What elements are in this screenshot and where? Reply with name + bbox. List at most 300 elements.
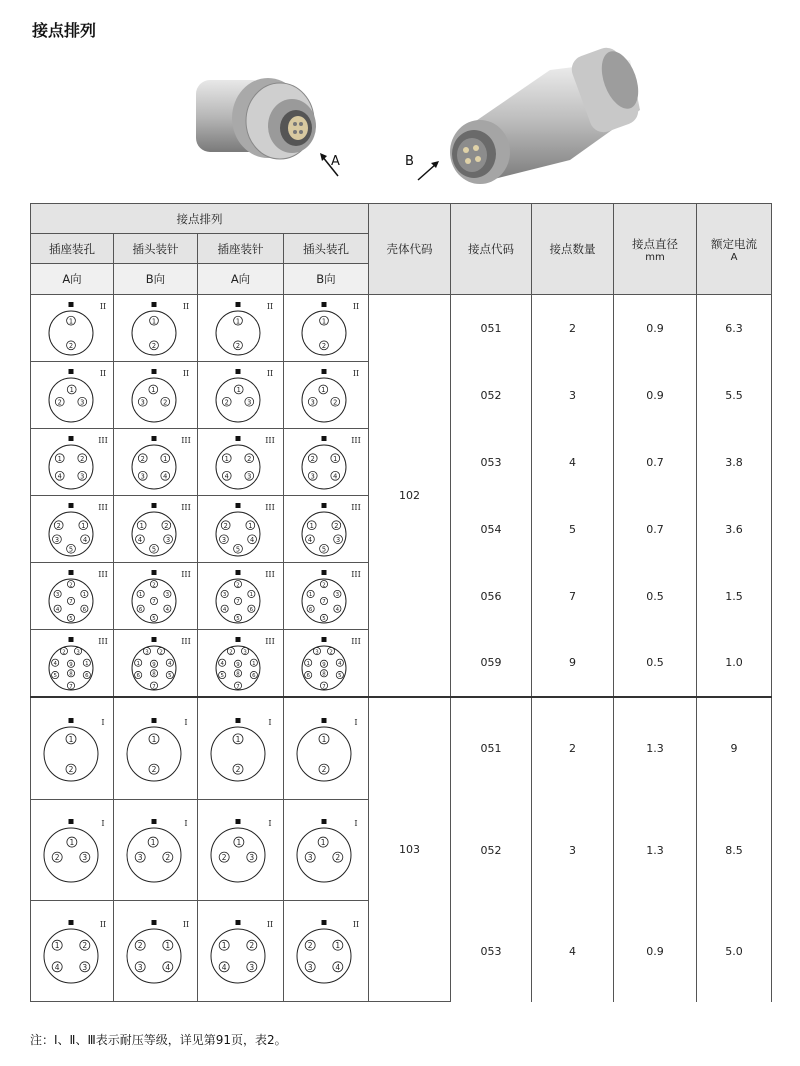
- header-dir-1: A向: [31, 264, 114, 295]
- contact-number: 1: [138, 592, 143, 599]
- current-cell: 1.0: [697, 630, 772, 698]
- contact-number: 7: [322, 599, 326, 606]
- voltage-grade-label: I: [101, 819, 105, 828]
- contact-number: 2: [235, 764, 241, 774]
- header-sub-2: 插头装针: [114, 234, 198, 264]
- dia-cell: 1.3: [614, 800, 697, 901]
- contact-number: 4: [137, 535, 143, 544]
- dia-cell: 1.3: [614, 697, 697, 800]
- key-mark-icon: [152, 637, 157, 642]
- count-cell: 9: [532, 630, 614, 698]
- contact-number: 6: [136, 673, 140, 680]
- pin-layout-diagram: [31, 362, 111, 428]
- contact-number: 2: [80, 454, 85, 463]
- pin-layout-diagram: [114, 699, 194, 799]
- pin-layout-diagram: [31, 295, 111, 361]
- voltage-grade-label: I: [184, 717, 188, 727]
- voltage-grade-label: III: [351, 570, 361, 579]
- table-row: [31, 697, 772, 800]
- contact-number: 2: [140, 454, 145, 463]
- header-dir-2: B向: [114, 264, 198, 295]
- contact-number: 5: [236, 616, 240, 623]
- contact-number: 1: [85, 660, 89, 667]
- pin-layout-diagram: [114, 429, 194, 495]
- pin-layout-cell: [114, 362, 198, 429]
- contact-number: 7: [236, 599, 240, 606]
- voltage-grade-label: I: [268, 717, 272, 727]
- key-mark-icon: [69, 637, 74, 642]
- contact-number: 8: [152, 671, 156, 678]
- header-sub-1: 插座装孔: [31, 234, 114, 264]
- contact-number: 2: [54, 853, 60, 863]
- dia-cell: 0.7: [614, 496, 697, 563]
- contact-number: 2: [321, 341, 327, 350]
- contact-number: 1: [321, 317, 327, 326]
- contact-number: 4: [82, 535, 88, 544]
- key-mark-icon: [152, 503, 157, 508]
- contact-number: 5: [69, 616, 73, 623]
- contact-number: 1: [333, 454, 338, 463]
- dia-cell: 0.9: [614, 295, 697, 362]
- contact-number: 1: [320, 838, 326, 848]
- contact-number: 2: [321, 764, 327, 774]
- shell-outline: [44, 828, 98, 882]
- pin-layout-cell: [284, 362, 369, 429]
- pin-layout-cell: [284, 901, 369, 1002]
- contact-number: 3: [315, 649, 319, 656]
- contact-number: 2: [68, 341, 74, 350]
- header-diameter-unit: mm: [645, 251, 665, 263]
- key-mark-icon: [322, 436, 327, 441]
- key-mark-icon: [152, 570, 157, 575]
- arrow-b-icon: [416, 160, 440, 182]
- contact-number: 2: [163, 398, 168, 407]
- contact-number: 1: [54, 941, 60, 951]
- contact-number: 1: [335, 941, 341, 951]
- pin-layout-cell: [31, 901, 114, 1002]
- contact-number: 2: [333, 398, 338, 407]
- header-contact-code: 接点代码: [451, 204, 532, 295]
- key-mark-icon: [152, 302, 157, 307]
- shell-outline: [127, 828, 181, 882]
- current-cell: 8.5: [697, 800, 772, 901]
- contact-number: 3: [165, 535, 171, 544]
- code-cell: 059: [451, 630, 532, 698]
- contact-number: 2: [159, 649, 163, 656]
- contact-number: 7: [69, 683, 73, 690]
- code-cell: 054: [451, 496, 532, 563]
- header-current-label: 额定电流: [711, 236, 757, 251]
- count-cell: 2: [532, 697, 614, 800]
- contact-number: 2: [322, 582, 326, 589]
- contact-number: 4: [335, 962, 341, 972]
- contact-number: 1: [309, 521, 314, 530]
- voltage-grade-label: II: [99, 369, 107, 378]
- contact-number: 3: [247, 398, 252, 407]
- contact-number: 2: [151, 341, 157, 350]
- current-cell: 9: [697, 697, 772, 800]
- shell-outline: [302, 445, 346, 489]
- contact-number: 1: [249, 592, 254, 599]
- label-a: A: [331, 154, 340, 169]
- contact-number: 5: [235, 545, 241, 554]
- header-shell-code: 壳体代码: [369, 204, 451, 295]
- key-mark-icon: [322, 302, 327, 307]
- voltage-grade-label: III: [98, 570, 108, 579]
- contact-number: 1: [163, 454, 168, 463]
- voltage-grade-label: III: [265, 503, 275, 512]
- contact-number: 2: [335, 853, 341, 863]
- contact-number: 1: [221, 941, 227, 951]
- pin-layout-diagram: [284, 699, 364, 799]
- voltage-grade-label: I: [354, 819, 358, 828]
- key-mark-icon: [322, 718, 327, 723]
- contact-number: 3: [249, 853, 255, 863]
- contact-number: 1: [165, 941, 171, 951]
- key-mark-icon: [69, 302, 74, 307]
- pin-layout-cell: [31, 697, 114, 800]
- dia-cell: 0.9: [614, 901, 697, 1002]
- pin-layout-cell: [284, 630, 369, 698]
- contact-number: 2: [229, 649, 233, 656]
- pin-layout-cell: [198, 362, 284, 429]
- header-dir-4: B向: [284, 264, 369, 295]
- contact-number: 1: [252, 660, 256, 667]
- pin-layout-cell: [114, 901, 198, 1002]
- dia-cell: 0.7: [614, 429, 697, 496]
- key-mark-icon: [69, 503, 74, 508]
- code-cell: 053: [451, 901, 532, 1002]
- voltage-grade-label: II: [99, 302, 107, 311]
- key-mark-icon: [322, 920, 327, 925]
- key-mark-icon: [152, 436, 157, 441]
- pin-layout-cell: [114, 697, 198, 800]
- contact-number: 1: [57, 454, 62, 463]
- contact-number: 2: [310, 454, 315, 463]
- contact-number: 6: [82, 606, 87, 613]
- contact-number: 5: [338, 673, 342, 680]
- contact-number: 9: [322, 661, 326, 668]
- contact-number: 3: [307, 853, 313, 863]
- key-mark-icon: [322, 637, 327, 642]
- contact-number: 3: [80, 472, 85, 481]
- contact-number: 2: [223, 521, 228, 530]
- pin-layout-diagram: [198, 496, 278, 562]
- shell-code-cell: 102: [369, 295, 451, 698]
- contact-number: 6: [308, 606, 313, 613]
- pin-layout-diagram: [284, 563, 364, 629]
- voltage-grade-label: II: [352, 369, 360, 378]
- contact-number: 1: [306, 660, 310, 667]
- pin-layout-cell: [114, 429, 198, 496]
- pin-layout-cell: [198, 630, 284, 698]
- pin-layout-cell: [31, 295, 114, 362]
- contact-number: 5: [152, 616, 156, 623]
- voltage-grade-label: III: [265, 436, 275, 445]
- contact-number: 2: [334, 521, 339, 530]
- contact-number: 3: [80, 398, 85, 407]
- contact-number: 3: [165, 592, 170, 599]
- contact-number: 3: [55, 592, 60, 599]
- current-cell: 5.0: [697, 901, 772, 1002]
- contact-number: 3: [140, 472, 145, 481]
- contact-number: 1: [81, 521, 86, 530]
- pin-layout-cell: [284, 429, 369, 496]
- pin-layout-cell: [198, 697, 284, 800]
- pin-layout-diagram: [198, 362, 278, 428]
- contact-number: 5: [53, 673, 57, 680]
- key-mark-icon: [236, 503, 241, 508]
- key-mark-icon: [152, 819, 157, 824]
- pin-layout-diagram: [31, 563, 111, 629]
- contact-number: 1: [235, 734, 241, 744]
- pin-layout-cell: [198, 563, 284, 630]
- contact-number: 3: [82, 962, 88, 972]
- contact-number: 2: [236, 582, 240, 589]
- contact-number: 2: [165, 853, 171, 863]
- contact-arrangement-table: [30, 203, 772, 1002]
- count-cell: 2: [532, 295, 614, 362]
- receptacle-photo: [180, 58, 340, 178]
- shell-outline: [216, 445, 260, 489]
- contact-number: 1: [321, 734, 327, 744]
- pin-layout-diagram: [114, 901, 194, 1001]
- contact-number: 1: [150, 838, 156, 848]
- contact-number: 4: [165, 606, 170, 613]
- current-cell: 5.5: [697, 362, 772, 429]
- contact-number: 7: [152, 683, 156, 690]
- pin-layout-diagram: [198, 800, 278, 900]
- header-sub-3: 插座装针: [198, 234, 284, 264]
- pin-layout-diagram: [31, 429, 111, 495]
- pin-layout-cell: [198, 295, 284, 362]
- key-mark-icon: [236, 369, 241, 374]
- contact-number: 4: [57, 472, 62, 481]
- contact-number: 4: [335, 606, 340, 613]
- contact-number: 4: [307, 535, 313, 544]
- pin-layout-cell: [198, 901, 284, 1002]
- pin-layout-diagram: [198, 563, 278, 629]
- voltage-grade-label: III: [181, 503, 191, 512]
- count-cell: 5: [532, 496, 614, 563]
- pin-layout-diagram: [198, 630, 278, 696]
- voltage-grade-label: II: [266, 369, 274, 378]
- contact-number: 1: [82, 592, 87, 599]
- contact-number: 6: [306, 673, 310, 680]
- shell-outline: [211, 828, 265, 882]
- contact-number: 3: [221, 535, 227, 544]
- contact-number: 1: [308, 592, 313, 599]
- pin-layout-diagram: [114, 496, 194, 562]
- key-mark-icon: [322, 369, 327, 374]
- page-title: 接点排列: [32, 21, 97, 40]
- contact-number: 4: [165, 962, 171, 972]
- contact-number: 9: [152, 661, 156, 668]
- contact-number: 7: [236, 683, 240, 690]
- contact-number: 2: [151, 764, 157, 774]
- header-current-unit: A: [730, 251, 738, 263]
- contact-number: 2: [68, 764, 74, 774]
- shell-outline: [297, 929, 351, 983]
- count-cell: 4: [532, 429, 614, 496]
- header-diameter-label: 接点直径: [632, 236, 678, 251]
- contact-number: 9: [69, 661, 73, 668]
- contact-number: 1: [235, 317, 241, 326]
- contact-number: 1: [139, 521, 144, 530]
- shell-code-cell: 103: [369, 697, 451, 1002]
- contact-number: 4: [55, 606, 60, 613]
- contact-number: 5: [68, 545, 74, 554]
- pin-layout-diagram: [284, 901, 364, 1001]
- pin-layout-cell: [198, 496, 284, 563]
- contact-number: 2: [82, 941, 88, 951]
- key-mark-icon: [236, 637, 241, 642]
- header-diameter: [614, 204, 697, 295]
- voltage-grade-label: I: [101, 717, 105, 727]
- current-cell: 3.6: [697, 496, 772, 563]
- voltage-grade-label: II: [352, 302, 360, 311]
- count-cell: 3: [532, 362, 614, 429]
- code-cell: 051: [451, 697, 532, 800]
- contact-number: 3: [222, 592, 227, 599]
- contact-number: 8: [69, 671, 73, 678]
- key-mark-icon: [236, 718, 241, 723]
- dia-cell: 0.5: [614, 630, 697, 698]
- pin-layout-cell: [284, 295, 369, 362]
- contact-number: 6: [252, 673, 256, 680]
- voltage-grade-label: III: [98, 637, 108, 646]
- contact-number: 9: [236, 661, 240, 668]
- contact-number: 1: [136, 660, 140, 667]
- pin-layout-cell: [31, 563, 114, 630]
- contact-number: 3: [137, 962, 143, 972]
- voltage-grade-label: II: [266, 920, 274, 929]
- contact-number: 5: [321, 545, 327, 554]
- contact-number: 1: [151, 734, 157, 744]
- contact-number: 4: [163, 472, 168, 481]
- pin-layout-cell: [114, 800, 198, 901]
- current-cell: 3.8: [697, 429, 772, 496]
- key-mark-icon: [322, 819, 327, 824]
- pin-layout-cell: [31, 429, 114, 496]
- count-cell: 7: [532, 563, 614, 630]
- contact-number: 1: [151, 317, 157, 326]
- pin-layout-diagram: [284, 362, 364, 428]
- header-current: [697, 204, 772, 295]
- pin-layout-diagram: [284, 496, 364, 562]
- pin-layout-diagram: [31, 800, 111, 900]
- pin-layout-cell: [198, 429, 284, 496]
- voltage-grade-label: II: [99, 920, 107, 929]
- contact-number: 2: [329, 649, 333, 656]
- shell-outline: [127, 929, 181, 983]
- contact-number: 7: [322, 683, 326, 690]
- contact-number: 1: [68, 317, 74, 326]
- voltage-grade-label: I: [268, 819, 272, 828]
- dia-cell: 0.9: [614, 362, 697, 429]
- shell-outline: [132, 445, 176, 489]
- contact-number: 4: [333, 472, 338, 481]
- contact-number: 1: [321, 386, 326, 395]
- pin-layout-cell: [284, 697, 369, 800]
- header-contact-arrangement: 接点排列: [31, 204, 369, 234]
- shell-outline: [49, 445, 93, 489]
- key-mark-icon: [236, 570, 241, 575]
- pin-layout-diagram: [114, 563, 194, 629]
- pin-layout-cell: [31, 630, 114, 698]
- voltage-grade-label: III: [265, 570, 275, 579]
- contact-number: 5: [151, 545, 157, 554]
- code-cell: 051: [451, 295, 532, 362]
- code-cell: 052: [451, 362, 532, 429]
- header-sub-4: 插头装孔: [284, 234, 369, 264]
- shell-outline: [211, 929, 265, 983]
- key-mark-icon: [152, 369, 157, 374]
- contact-number: 4: [53, 660, 57, 667]
- contact-number: 8: [236, 671, 240, 678]
- contact-number: 3: [243, 649, 247, 656]
- contact-number: 7: [69, 599, 73, 606]
- voltage-grade-label: III: [98, 436, 108, 445]
- contact-number: 1: [68, 734, 74, 744]
- pin-layout-diagram: [198, 699, 278, 799]
- contact-number: 4: [54, 962, 60, 972]
- key-mark-icon: [69, 369, 74, 374]
- contact-number: 3: [82, 853, 88, 863]
- key-mark-icon: [69, 436, 74, 441]
- pin-layout-diagram: [284, 800, 364, 900]
- pin-layout-cell: [284, 496, 369, 563]
- contact-number: 2: [137, 941, 143, 951]
- pin-layout-diagram: [114, 800, 194, 900]
- key-mark-icon: [236, 436, 241, 441]
- header-dir-3: A向: [198, 264, 284, 295]
- contact-number: 3: [249, 962, 255, 972]
- code-cell: 052: [451, 800, 532, 901]
- contact-number: 2: [62, 649, 66, 656]
- pin-layout-diagram: [114, 362, 194, 428]
- contact-number: 8: [322, 671, 326, 678]
- contact-number: 2: [69, 582, 73, 589]
- contact-number: 5: [322, 616, 326, 623]
- voltage-grade-label: III: [181, 570, 191, 579]
- pin-layout-diagram: [31, 699, 111, 799]
- count-cell: 3: [532, 800, 614, 901]
- key-mark-icon: [69, 920, 74, 925]
- pin-layout-diagram: [198, 429, 278, 495]
- pin-layout-diagram: [31, 901, 111, 1001]
- pin-layout-cell: [114, 295, 198, 362]
- contact-number: 6: [85, 673, 89, 680]
- voltage-grade-label: II: [182, 920, 190, 929]
- contact-number: 7: [152, 599, 156, 606]
- pin-layout-diagram: [284, 630, 364, 696]
- contact-number: 3: [335, 592, 340, 599]
- key-mark-icon: [322, 503, 327, 508]
- plug-photo: [430, 40, 650, 190]
- current-cell: 6.3: [697, 295, 772, 362]
- pin-layout-diagram: [31, 496, 111, 562]
- voltage-grade-label: III: [351, 503, 361, 512]
- contact-number: 2: [56, 521, 61, 530]
- pin-layout-diagram: [114, 295, 194, 361]
- contact-number: 3: [247, 472, 252, 481]
- contact-number: 3: [307, 962, 313, 972]
- contact-number: 4: [220, 660, 224, 667]
- contact-number: 2: [152, 582, 156, 589]
- label-b: B: [405, 154, 414, 169]
- contact-number: 2: [164, 521, 169, 530]
